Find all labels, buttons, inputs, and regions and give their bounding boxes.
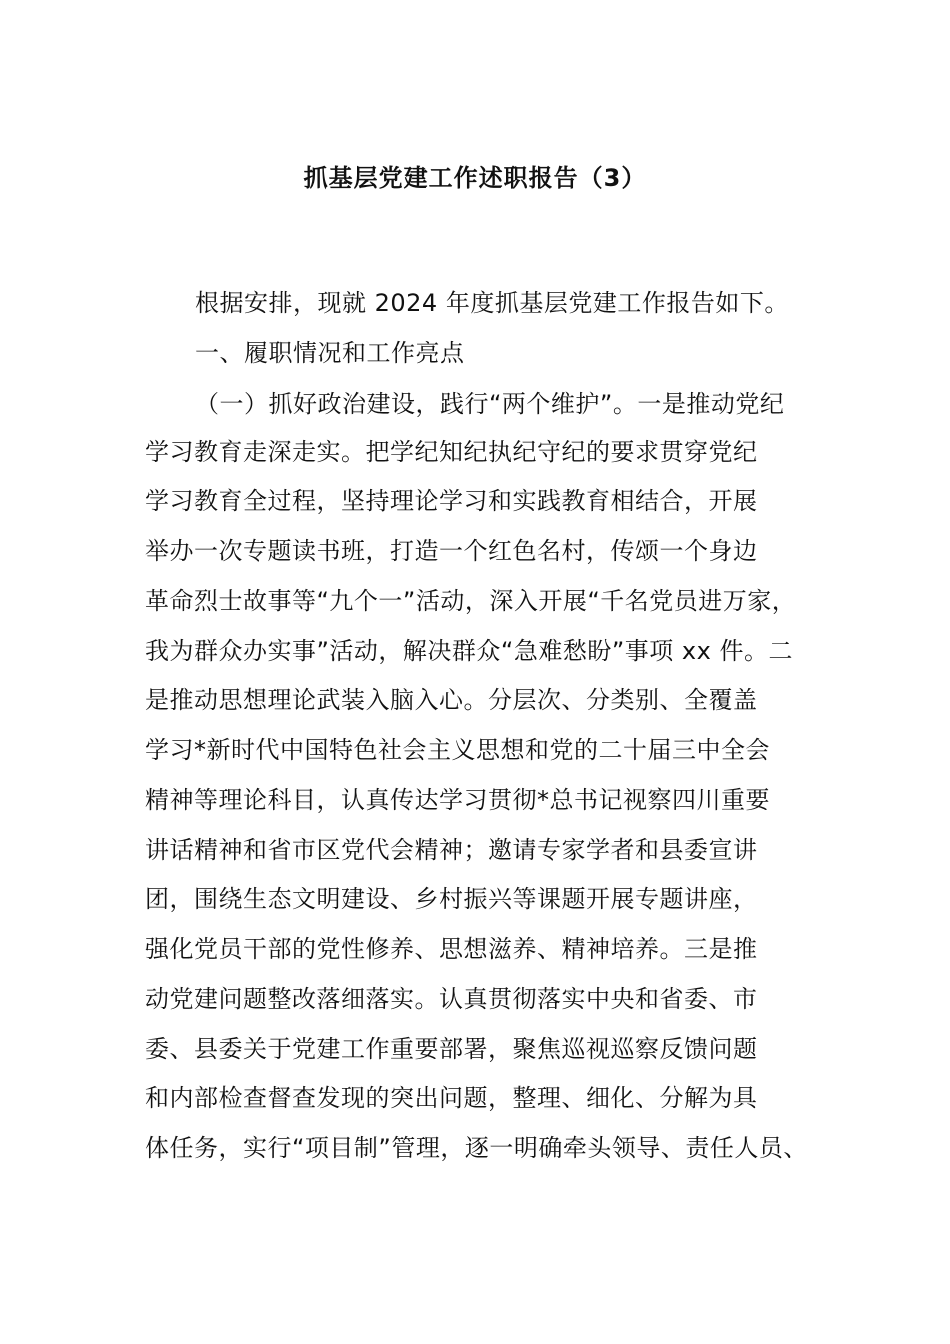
paragraph-line-10: 学习*新时代中国特色社会主义思想和党的二十届三中全会 [145, 736, 770, 764]
paragraph-line-16: 委、县委关于党建工作重要部署，聚焦巡视巡察反馈问题 [145, 1035, 758, 1063]
paragraph-line-17: 和内部检查督查发现的突出问题，整理、细化、分解为具 [145, 1084, 758, 1112]
section-heading-1: 一、履职情况和工作亮点 [195, 339, 465, 367]
paragraph-line-1: 根据安排，现就 2024 年度抓基层党建工作报告如下。 [195, 289, 789, 317]
paragraph-line-11: 精神等理论科目，认真传达学习贯彻*总书记视察四川重要 [145, 786, 770, 814]
paragraph-line-12: 讲话精神和省市区党代会精神；邀请专家学者和县委宣讲 [145, 836, 758, 864]
paragraph-line-8: 我为群众办实事”活动，解决群众“急难愁盼”事项 xx 件。二 [145, 637, 793, 665]
paragraph-line-5: 学习教育全过程，坚持理论学习和实践教育相结合，开展 [145, 487, 758, 515]
paragraph-line-4: 学习教育走深走实。把学纪知纪执纪守纪的要求贯穿党纪 [145, 438, 758, 466]
paragraph-line-13: 团，围绕生态文明建设、乡村振兴等课题开展专题讲座， [145, 885, 758, 913]
paragraph-line-18: 体任务，实行“项目制”管理，逐一明确牵头领导、责任人员、 [145, 1134, 808, 1162]
paragraph-line-7: 革命烈士故事等“九个一”活动，深入开展“千名党员进万家， [145, 587, 797, 615]
paragraph-line-14: 强化党员干部的党性修养、思想滋养、精神培养。三是推 [145, 935, 758, 963]
paragraph-line-9: 是推动思想理论武装入脑入心。分层次、分类别、全覆盖 [145, 686, 758, 714]
paragraph-line-15: 动党建问题整改落细落实。认真贯彻落实中央和省委、市 [145, 985, 758, 1013]
document-title: 抓基层党建工作述职报告（3） [303, 164, 647, 192]
paragraph-line-3: （一）抓好政治建设，践行“两个维护”。一是推动党纪 [195, 390, 785, 418]
paragraph-line-6: 举办一次专题读书班，打造一个红色名村，传颂一个身边 [145, 537, 758, 565]
